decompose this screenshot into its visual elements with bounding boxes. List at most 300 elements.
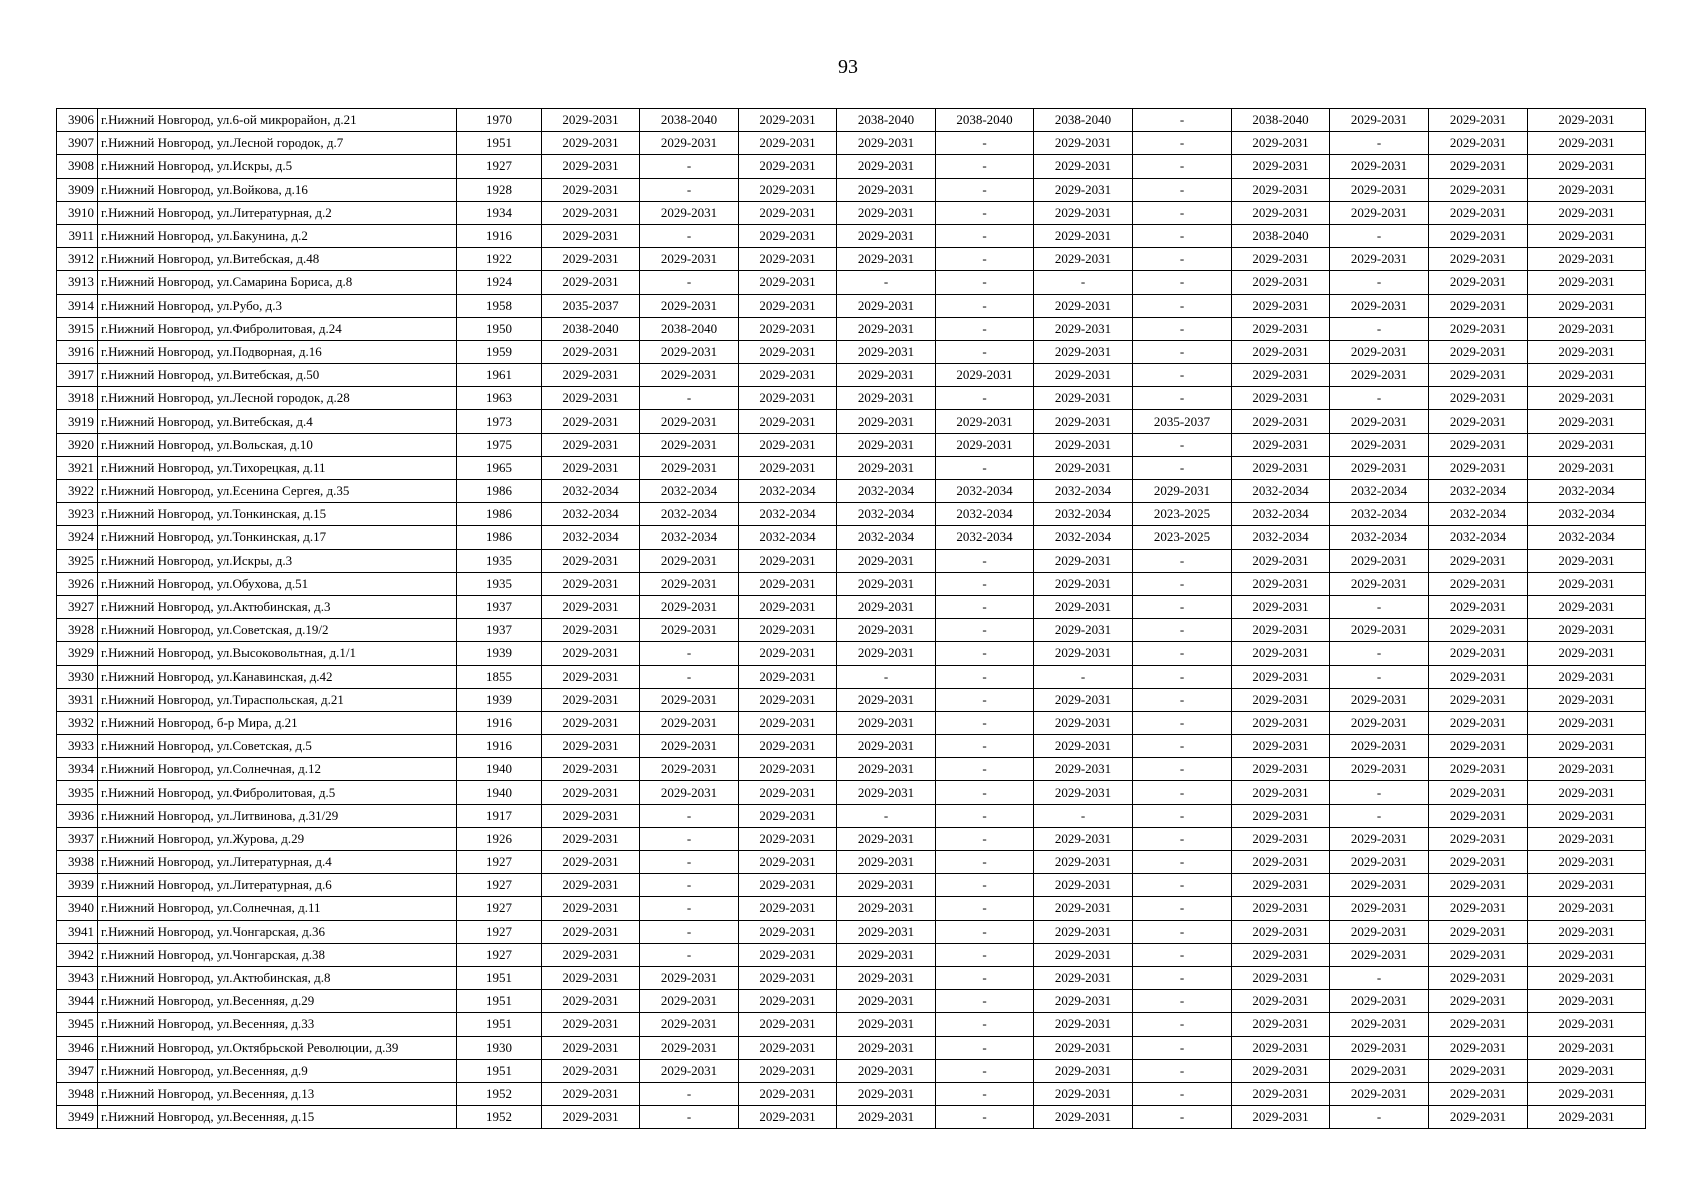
cell-period-6: 2029-2031 (1034, 781, 1133, 804)
cell-address: г.Нижний Новгород, ул.Актюбинская, д.8 (98, 966, 457, 989)
cell-row-number: 3911 (57, 224, 98, 247)
cell-period-10: 2029-2031 (1429, 665, 1528, 688)
cell-period-11: 2029-2031 (1528, 549, 1646, 572)
cell-period-6: 2029-2031 (1034, 758, 1133, 781)
cell-address: г.Нижний Новгород, ул.Искры, д.5 (98, 155, 457, 178)
cell-period-7: - (1133, 897, 1232, 920)
cell-period-10: 2029-2031 (1429, 456, 1528, 479)
cell-year-built: 1926 (457, 827, 542, 850)
cell-period-5: - (936, 201, 1034, 224)
cell-period-9: 2029-2031 (1330, 943, 1429, 966)
cell-period-5: - (936, 665, 1034, 688)
cell-period-9: 2029-2031 (1330, 758, 1429, 781)
cell-period-10: 2029-2031 (1429, 155, 1528, 178)
cell-year-built: 1986 (457, 526, 542, 549)
cell-period-3: 2029-2031 (739, 410, 837, 433)
cell-period-3: 2029-2031 (739, 711, 837, 734)
registry-table (56, 108, 1646, 1129)
cell-period-4: 2029-2031 (837, 966, 936, 989)
cell-period-9: 2029-2031 (1330, 410, 1429, 433)
cell-period-2: 2029-2031 (640, 990, 739, 1013)
cell-period-3: 2032-2034 (739, 526, 837, 549)
cell-period-6: 2029-2031 (1034, 827, 1133, 850)
cell-period-6: 2029-2031 (1034, 874, 1133, 897)
cell-period-10: 2029-2031 (1429, 364, 1528, 387)
cell-period-1: 2029-2031 (542, 433, 640, 456)
cell-period-3: 2029-2031 (739, 943, 837, 966)
cell-address: г.Нижний Новгород, ул.Лесной городок, д.28 (98, 387, 457, 410)
cell-period-8: 2029-2031 (1232, 387, 1330, 410)
cell-period-10: 2029-2031 (1429, 804, 1528, 827)
cell-period-2: 2029-2031 (640, 1059, 739, 1082)
cell-period-8: 2029-2031 (1232, 781, 1330, 804)
cell-row-number: 3926 (57, 572, 98, 595)
cell-row-number: 3908 (57, 155, 98, 178)
cell-period-4: 2029-2031 (837, 433, 936, 456)
cell-year-built: 1916 (457, 224, 542, 247)
cell-period-3: 2029-2031 (739, 456, 837, 479)
table-row (57, 178, 1646, 201)
cell-period-1: 2029-2031 (542, 178, 640, 201)
cell-period-2: - (640, 851, 739, 874)
cell-period-7: - (1133, 804, 1232, 827)
cell-period-5: - (936, 966, 1034, 989)
cell-period-5: - (936, 456, 1034, 479)
cell-period-4: 2032-2034 (837, 503, 936, 526)
cell-period-3: 2029-2031 (739, 642, 837, 665)
cell-period-1: 2029-2031 (542, 711, 640, 734)
cell-address: г.Нижний Новгород, ул.Весенняя, д.9 (98, 1059, 457, 1082)
cell-row-number: 3910 (57, 201, 98, 224)
cell-period-9: - (1330, 224, 1429, 247)
cell-period-6: 2029-2031 (1034, 642, 1133, 665)
cell-period-11: 2029-2031 (1528, 317, 1646, 340)
cell-period-11: 2029-2031 (1528, 433, 1646, 456)
cell-period-4: 2029-2031 (837, 897, 936, 920)
cell-year-built: 1951 (457, 132, 542, 155)
cell-period-7: 2035-2037 (1133, 410, 1232, 433)
cell-address: г.Нижний Новгород, ул.Советская, д.19/2 (98, 619, 457, 642)
cell-period-9: 2029-2031 (1330, 294, 1429, 317)
cell-period-10: 2029-2031 (1429, 317, 1528, 340)
cell-period-1: 2029-2031 (542, 387, 640, 410)
cell-period-6: - (1034, 271, 1133, 294)
table-row (57, 503, 1646, 526)
cell-period-11: 2029-2031 (1528, 271, 1646, 294)
cell-period-5: - (936, 688, 1034, 711)
cell-period-8: 2032-2034 (1232, 503, 1330, 526)
cell-year-built: 1975 (457, 433, 542, 456)
cell-period-11: 2029-2031 (1528, 364, 1646, 387)
cell-period-7: - (1133, 549, 1232, 572)
cell-period-6: - (1034, 665, 1133, 688)
table-row (57, 549, 1646, 572)
cell-period-9: 2029-2031 (1330, 920, 1429, 943)
cell-period-8: 2029-2031 (1232, 1082, 1330, 1105)
cell-year-built: 1928 (457, 178, 542, 201)
cell-period-11: 2029-2031 (1528, 943, 1646, 966)
cell-period-2: - (640, 827, 739, 850)
cell-period-11: 2029-2031 (1528, 178, 1646, 201)
cell-address: г.Нижний Новгород, ул.Литературная, д.2 (98, 201, 457, 224)
cell-period-10: 2032-2034 (1429, 503, 1528, 526)
cell-address: г.Нижний Новгород, ул.Литературная, д.6 (98, 874, 457, 897)
cell-period-3: 2029-2031 (739, 433, 837, 456)
cell-address: г.Нижний Новгород, ул.Подворная, д.16 (98, 340, 457, 363)
cell-period-8: 2029-2031 (1232, 990, 1330, 1013)
cell-address: г.Нижний Новгород, ул.Литвинова, д.31/29 (98, 804, 457, 827)
cell-period-8: 2029-2031 (1232, 688, 1330, 711)
cell-period-6: 2029-2031 (1034, 387, 1133, 410)
cell-period-2: 2029-2031 (640, 711, 739, 734)
cell-period-6: 2029-2031 (1034, 178, 1133, 201)
cell-row-number: 3923 (57, 503, 98, 526)
cell-period-10: 2029-2031 (1429, 387, 1528, 410)
cell-period-6: 2032-2034 (1034, 526, 1133, 549)
cell-period-1: 2029-2031 (542, 920, 640, 943)
cell-period-2: - (640, 943, 739, 966)
cell-period-3: 2029-2031 (739, 990, 837, 1013)
cell-period-1: 2029-2031 (542, 364, 640, 387)
cell-period-6: 2029-2031 (1034, 711, 1133, 734)
cell-period-1: 2032-2034 (542, 503, 640, 526)
cell-period-11: 2029-2031 (1528, 1036, 1646, 1059)
cell-period-7: - (1133, 966, 1232, 989)
cell-period-11: 2029-2031 (1528, 990, 1646, 1013)
cell-period-5: - (936, 1106, 1034, 1129)
cell-row-number: 3912 (57, 248, 98, 271)
cell-period-11: 2029-2031 (1528, 711, 1646, 734)
cell-period-5: - (936, 1036, 1034, 1059)
cell-period-6: 2029-2031 (1034, 224, 1133, 247)
cell-period-11: 2029-2031 (1528, 1013, 1646, 1036)
cell-period-5: - (936, 943, 1034, 966)
cell-period-5: - (936, 851, 1034, 874)
cell-period-7: - (1133, 781, 1232, 804)
cell-period-7: - (1133, 271, 1232, 294)
table-row (57, 1106, 1646, 1129)
cell-period-4: - (837, 804, 936, 827)
cell-address: г.Нижний Новгород, ул.Искры, д.3 (98, 549, 457, 572)
cell-period-4: 2029-2031 (837, 410, 936, 433)
cell-period-9: - (1330, 595, 1429, 618)
table-row (57, 851, 1646, 874)
cell-period-8: 2029-2031 (1232, 897, 1330, 920)
cell-period-2: - (640, 155, 739, 178)
cell-address: г.Нижний Новгород, ул.Витебская, д.50 (98, 364, 457, 387)
cell-period-8: 2029-2031 (1232, 294, 1330, 317)
cell-period-8: 2029-2031 (1232, 549, 1330, 572)
cell-period-11: 2029-2031 (1528, 897, 1646, 920)
cell-period-3: 2029-2031 (739, 364, 837, 387)
cell-period-9: - (1330, 665, 1429, 688)
cell-period-9: - (1330, 781, 1429, 804)
cell-period-10: 2029-2031 (1429, 758, 1528, 781)
cell-period-4: 2029-2031 (837, 758, 936, 781)
cell-period-1: 2029-2031 (542, 248, 640, 271)
cell-period-4: 2029-2031 (837, 317, 936, 340)
cell-period-8: 2029-2031 (1232, 804, 1330, 827)
cell-period-5: - (936, 758, 1034, 781)
cell-period-4: 2029-2031 (837, 549, 936, 572)
cell-period-9: - (1330, 387, 1429, 410)
cell-period-8: 2029-2031 (1232, 132, 1330, 155)
cell-period-7: - (1133, 224, 1232, 247)
cell-period-2: 2029-2031 (640, 248, 739, 271)
cell-year-built: 1939 (457, 642, 542, 665)
cell-period-4: 2029-2031 (837, 619, 936, 642)
cell-period-10: 2029-2031 (1429, 1036, 1528, 1059)
cell-row-number: 3927 (57, 595, 98, 618)
cell-period-2: 2029-2031 (640, 619, 739, 642)
cell-period-6: 2038-2040 (1034, 109, 1133, 132)
cell-period-10: 2029-2031 (1429, 109, 1528, 132)
cell-period-5: - (936, 920, 1034, 943)
cell-period-10: 2029-2031 (1429, 1059, 1528, 1082)
cell-period-11: 2029-2031 (1528, 248, 1646, 271)
cell-period-3: 2029-2031 (739, 572, 837, 595)
cell-period-7: - (1133, 1059, 1232, 1082)
cell-period-6: 2029-2031 (1034, 1036, 1133, 1059)
cell-period-5: - (936, 897, 1034, 920)
cell-row-number: 3944 (57, 990, 98, 1013)
cell-row-number: 3941 (57, 920, 98, 943)
cell-period-8: 2029-2031 (1232, 1059, 1330, 1082)
cell-address: г.Нижний Новгород, ул.Советская, д.5 (98, 735, 457, 758)
cell-period-6: 2032-2034 (1034, 503, 1133, 526)
cell-period-10: 2029-2031 (1429, 619, 1528, 642)
cell-period-1: 2029-2031 (542, 874, 640, 897)
cell-period-7: - (1133, 1036, 1232, 1059)
cell-period-6: 2029-2031 (1034, 595, 1133, 618)
cell-period-11: 2029-2031 (1528, 410, 1646, 433)
cell-period-5: - (936, 1013, 1034, 1036)
cell-period-2: - (640, 804, 739, 827)
cell-period-6: 2029-2031 (1034, 549, 1133, 572)
cell-period-8: 2029-2031 (1232, 735, 1330, 758)
cell-period-3: 2029-2031 (739, 920, 837, 943)
cell-period-3: 2029-2031 (739, 132, 837, 155)
cell-period-7: 2023-2025 (1133, 503, 1232, 526)
cell-period-3: 2029-2031 (739, 619, 837, 642)
cell-period-8: 2029-2031 (1232, 271, 1330, 294)
cell-period-11: 2029-2031 (1528, 456, 1646, 479)
table-row (57, 271, 1646, 294)
cell-address: г.Нижний Новгород, ул.Бакунина, д.2 (98, 224, 457, 247)
cell-period-6: 2029-2031 (1034, 735, 1133, 758)
cell-period-3: 2029-2031 (739, 294, 837, 317)
cell-period-3: 2029-2031 (739, 735, 837, 758)
cell-period-3: 2029-2031 (739, 897, 837, 920)
cell-period-1: 2029-2031 (542, 1036, 640, 1059)
cell-period-5: - (936, 735, 1034, 758)
cell-period-11: 2029-2031 (1528, 665, 1646, 688)
cell-period-10: 2029-2031 (1429, 178, 1528, 201)
cell-period-8: 2029-2031 (1232, 201, 1330, 224)
cell-period-9: 2029-2031 (1330, 827, 1429, 850)
cell-address: г.Нижний Новгород, ул.Октябрьской Революции, д.39 (98, 1036, 457, 1059)
cell-period-5: 2032-2034 (936, 480, 1034, 503)
cell-period-3: 2029-2031 (739, 1036, 837, 1059)
cell-period-10: 2029-2031 (1429, 271, 1528, 294)
cell-year-built: 1927 (457, 943, 542, 966)
table-row (57, 1036, 1646, 1059)
cell-row-number: 3916 (57, 340, 98, 363)
cell-period-4: 2029-2031 (837, 294, 936, 317)
cell-period-11: 2032-2034 (1528, 480, 1646, 503)
cell-period-7: - (1133, 827, 1232, 850)
table-row (57, 340, 1646, 363)
cell-period-4: 2029-2031 (837, 1013, 936, 1036)
cell-period-7: - (1133, 758, 1232, 781)
cell-year-built: 1951 (457, 990, 542, 1013)
cell-period-2: - (640, 1082, 739, 1105)
cell-period-4: 2038-2040 (837, 109, 936, 132)
table-row (57, 735, 1646, 758)
cell-period-3: 2029-2031 (739, 201, 837, 224)
cell-period-3: 2029-2031 (739, 781, 837, 804)
cell-period-5: - (936, 874, 1034, 897)
cell-period-8: 2029-2031 (1232, 665, 1330, 688)
cell-period-7: - (1133, 642, 1232, 665)
cell-period-4: 2029-2031 (837, 364, 936, 387)
cell-period-6: 2029-2031 (1034, 943, 1133, 966)
cell-period-5: - (936, 781, 1034, 804)
cell-period-4: 2029-2031 (837, 1082, 936, 1105)
cell-period-9: 2029-2031 (1330, 155, 1429, 178)
cell-year-built: 1935 (457, 549, 542, 572)
cell-period-11: 2029-2031 (1528, 340, 1646, 363)
cell-period-1: 2029-2031 (542, 827, 640, 850)
cell-period-8: 2038-2040 (1232, 224, 1330, 247)
table-row (57, 224, 1646, 247)
cell-period-8: 2029-2031 (1232, 1013, 1330, 1036)
cell-period-6: 2029-2031 (1034, 248, 1133, 271)
cell-period-11: 2029-2031 (1528, 688, 1646, 711)
cell-period-8: 2029-2031 (1232, 364, 1330, 387)
cell-period-7: 2029-2031 (1133, 480, 1232, 503)
cell-period-11: 2032-2034 (1528, 526, 1646, 549)
cell-period-1: 2029-2031 (542, 271, 640, 294)
cell-period-4: 2029-2031 (837, 201, 936, 224)
cell-period-9: 2029-2031 (1330, 897, 1429, 920)
cell-period-10: 2029-2031 (1429, 642, 1528, 665)
cell-period-1: 2032-2034 (542, 480, 640, 503)
cell-period-8: 2029-2031 (1232, 758, 1330, 781)
cell-period-8: 2029-2031 (1232, 340, 1330, 363)
cell-period-9: 2029-2031 (1330, 874, 1429, 897)
table-row (57, 572, 1646, 595)
cell-period-5: - (936, 642, 1034, 665)
cell-period-1: 2029-2031 (542, 781, 640, 804)
cell-period-1: 2029-2031 (542, 595, 640, 618)
cell-period-4: 2029-2031 (837, 595, 936, 618)
cell-year-built: 1986 (457, 480, 542, 503)
cell-period-4: 2029-2031 (837, 456, 936, 479)
cell-period-10: 2029-2031 (1429, 1082, 1528, 1105)
cell-period-2: - (640, 897, 739, 920)
cell-period-9: 2029-2031 (1330, 619, 1429, 642)
cell-period-8: 2029-2031 (1232, 572, 1330, 595)
cell-period-10: 2032-2034 (1429, 526, 1528, 549)
cell-period-8: 2029-2031 (1232, 966, 1330, 989)
cell-period-2: - (640, 665, 739, 688)
cell-row-number: 3907 (57, 132, 98, 155)
cell-period-7: - (1133, 1106, 1232, 1129)
cell-period-4: 2029-2031 (837, 178, 936, 201)
cell-address: г.Нижний Новгород, ул.Чонгарская, д.38 (98, 943, 457, 966)
cell-year-built: 1927 (457, 155, 542, 178)
cell-period-4: 2029-2031 (837, 572, 936, 595)
cell-period-7: - (1133, 688, 1232, 711)
cell-period-5: - (936, 317, 1034, 340)
cell-address: г.Нижний Новгород, ул.Весенняя, д.15 (98, 1106, 457, 1129)
cell-period-2: 2029-2031 (640, 572, 739, 595)
cell-period-4: 2029-2031 (837, 943, 936, 966)
cell-year-built: 1916 (457, 711, 542, 734)
cell-period-11: 2029-2031 (1528, 1082, 1646, 1105)
cell-period-9: 2029-2031 (1330, 201, 1429, 224)
cell-address: г.Нижний Новгород, ул.Вольская, д.10 (98, 433, 457, 456)
cell-period-2: - (640, 224, 739, 247)
cell-period-1: 2029-2031 (542, 804, 640, 827)
cell-period-8: 2029-2031 (1232, 595, 1330, 618)
cell-period-7: - (1133, 711, 1232, 734)
cell-row-number: 3940 (57, 897, 98, 920)
cell-row-number: 3937 (57, 827, 98, 850)
cell-period-8: 2029-2031 (1232, 851, 1330, 874)
cell-year-built: 1963 (457, 387, 542, 410)
cell-period-2: 2029-2031 (640, 1036, 739, 1059)
cell-period-6: 2029-2031 (1034, 990, 1133, 1013)
cell-period-2: - (640, 271, 739, 294)
cell-period-9: - (1330, 271, 1429, 294)
cell-year-built: 1939 (457, 688, 542, 711)
cell-year-built: 1951 (457, 966, 542, 989)
cell-period-2: 2032-2034 (640, 480, 739, 503)
cell-period-1: 2029-2031 (542, 897, 640, 920)
table-row (57, 248, 1646, 271)
cell-period-5: - (936, 294, 1034, 317)
table-row (57, 920, 1646, 943)
cell-period-2: 2029-2031 (640, 688, 739, 711)
cell-period-1: 2029-2031 (542, 1082, 640, 1105)
table-row (57, 943, 1646, 966)
cell-row-number: 3939 (57, 874, 98, 897)
cell-period-4: 2029-2031 (837, 642, 936, 665)
cell-year-built: 1934 (457, 201, 542, 224)
cell-period-1: 2029-2031 (542, 943, 640, 966)
cell-period-2: - (640, 920, 739, 943)
cell-row-number: 3934 (57, 758, 98, 781)
cell-period-6: 2029-2031 (1034, 132, 1133, 155)
cell-period-5: - (936, 132, 1034, 155)
cell-period-8: 2029-2031 (1232, 155, 1330, 178)
cell-period-9: 2029-2031 (1330, 433, 1429, 456)
cell-period-7: - (1133, 990, 1232, 1013)
cell-period-11: 2029-2031 (1528, 224, 1646, 247)
cell-address: г.Нижний Новгород, ул.Самарина Бориса, д.8 (98, 271, 457, 294)
cell-year-built: 1970 (457, 109, 542, 132)
cell-period-1: 2029-2031 (542, 1059, 640, 1082)
cell-period-2: 2029-2031 (640, 433, 739, 456)
cell-period-1: 2029-2031 (542, 340, 640, 363)
cell-address: г.Нижний Новгород, ул.6-ой микрорайон, д.21 (98, 109, 457, 132)
cell-period-2: 2032-2034 (640, 503, 739, 526)
cell-period-11: 2029-2031 (1528, 874, 1646, 897)
cell-period-4: 2029-2031 (837, 1036, 936, 1059)
cell-period-7: - (1133, 735, 1232, 758)
